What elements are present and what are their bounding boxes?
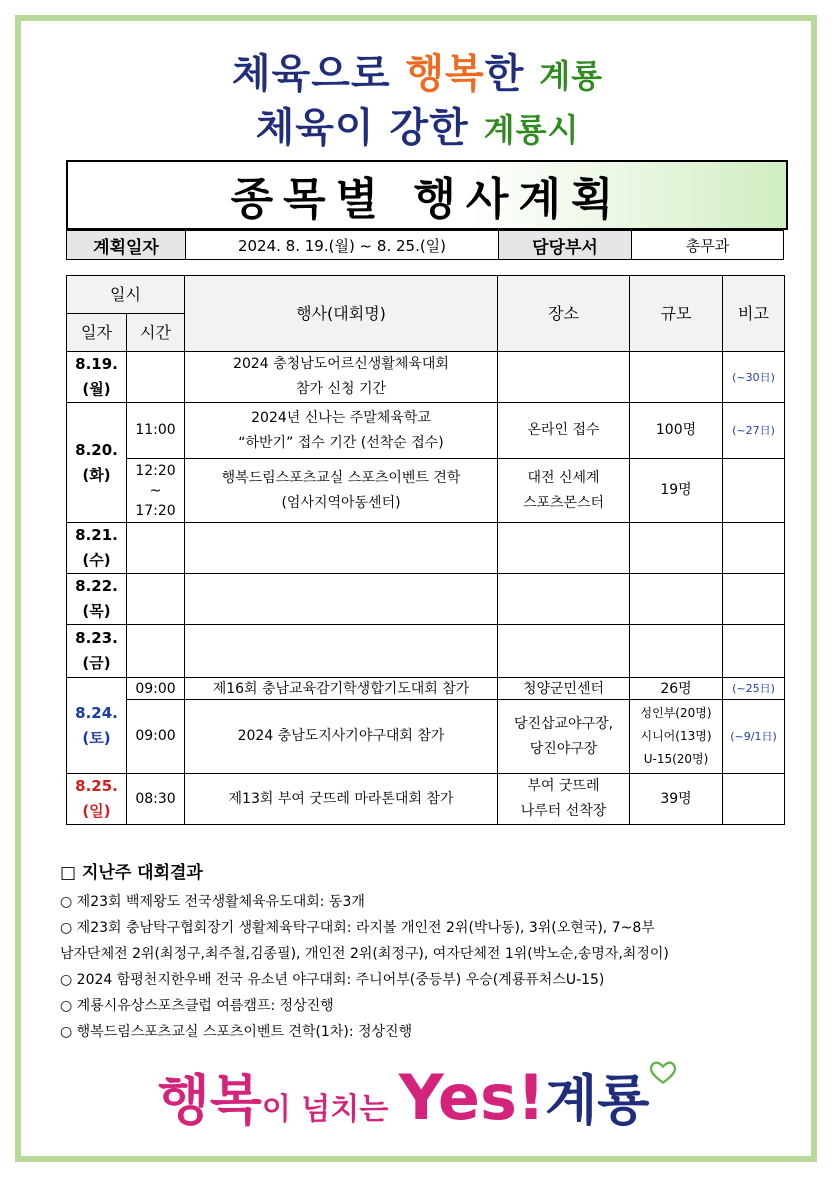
row-day: (수) (82, 551, 111, 569)
title-box (66, 160, 788, 230)
row-place: 스포츠몬스터 (522, 494, 605, 511)
row-note: (~27日) (723, 403, 785, 459)
row-place: 당진야구장 (529, 740, 598, 757)
bottom-slogan-word: 이 넘치는 (261, 1092, 399, 1127)
slogan-line-2 (0, 96, 835, 153)
row-place: 나루터 선착장 (520, 803, 607, 819)
header-place: 장소 (498, 276, 630, 352)
table-row (67, 625, 785, 678)
row-event: 참가 신청 기간 (295, 381, 387, 397)
row-day: (화) (82, 465, 111, 484)
header-event: 행사(대회명) (185, 276, 498, 352)
slogan-word: 체육 (231, 51, 312, 97)
results-section (60, 858, 800, 1045)
table-row (67, 523, 785, 574)
header-scale: 규모 (630, 276, 723, 352)
table-row (67, 574, 785, 625)
row-place: 당진삽교야구장, (513, 715, 614, 732)
result-item: ○ 제23회 백제왕도 전국생활체육유도대회: 동3개 (60, 894, 365, 910)
row-time: 08:30 (127, 774, 185, 825)
row-date: 8.20. (75, 440, 118, 459)
row-date: 8.25. (75, 777, 118, 795)
dept-value: 총무과 (632, 231, 784, 260)
bottom-slogan-word: 행복 (157, 1069, 262, 1132)
result-item: ○ 2024 함평천지한우배 전국 유소년 야구대회: 주니어부(중등부) 우승(계룡퓨처스U-15) (60, 972, 605, 988)
row-time: 12:20 (135, 462, 176, 479)
row-day: (월) (82, 380, 111, 398)
row-date: 8.21. (75, 526, 118, 544)
meta-table (66, 230, 784, 260)
row-note: (~25日) (723, 678, 785, 700)
row-day: (토) (82, 728, 111, 747)
result-item: ○ 행복드림스포츠교실 스포츠이벤트 견학(1차): 정상진행 (60, 1024, 413, 1040)
row-scale: 19명 (630, 459, 723, 523)
result-item: ○ 제23회 충남탁구협회장기 생활체육탁구대회: 라지볼 개인전 2위(박나동), 3위(오현국), 7~8부 (60, 920, 655, 936)
table-row (67, 459, 785, 523)
plan-date-label: 계획일자 (67, 231, 186, 260)
slogan-word: 이 강한 (334, 105, 484, 151)
result-item: 남자단체전 2위(최정구,최주철,김종필), 개인전 2위(최정구), 여자단체전 1위(박노순,송명자,최정이) (60, 946, 669, 962)
result-item: ○ 계룡시유상스포츠클럽 여름캠프: 정상진행 (60, 998, 334, 1014)
slogan-word: 행복 (405, 51, 485, 97)
results-title: □ 지난주 대회결과 (60, 863, 203, 883)
row-time: 17:20 (135, 502, 176, 519)
header-date: 일자 (67, 314, 127, 352)
row-scale: 39명 (630, 774, 723, 825)
table-row (67, 678, 785, 700)
row-scale (630, 352, 723, 403)
bottom-slogan-word: 계룡 (545, 1069, 650, 1132)
row-date: 8.23. (75, 629, 118, 647)
plan-date-value: 2024. 8. 19.(월) ~ 8. 25.(일) (186, 231, 499, 260)
row-event: (엄사지역아동센터) (281, 494, 401, 511)
row-scale: 시니어(13명) (640, 729, 712, 743)
table-row (67, 403, 785, 459)
slogan-word: 계룡시 (483, 111, 580, 149)
dept-label: 담당부서 (499, 231, 632, 260)
table-row (67, 352, 785, 403)
row-event: 2024 충남도지사기야구대회 참가 (185, 700, 498, 774)
row-scale: 100명 (630, 403, 723, 459)
table-row (67, 700, 785, 774)
table-row (67, 774, 785, 825)
row-place: 온라인 접수 (498, 403, 630, 459)
row-day: (일) (82, 802, 111, 820)
slogan-word: 한 (484, 51, 540, 97)
bottom-slogan-word: Yes! (398, 1061, 546, 1134)
row-place: 청양군민센터 (498, 678, 630, 700)
heart-icon (649, 1058, 677, 1086)
row-place: 부여 굿뜨레 (527, 778, 600, 794)
slogan-word: 계룡 (539, 57, 604, 95)
row-event: 2024년 신나는 주말체육학교 (251, 409, 431, 426)
row-event: “하반기” 접수 기간 (선착순 접수) (238, 434, 444, 451)
row-day: (목) (82, 602, 111, 620)
row-note: (~30日) (723, 352, 785, 403)
row-date: 8.19. (75, 355, 118, 373)
header-note: 비고 (723, 276, 785, 352)
row-time: ~ (149, 482, 162, 499)
slogan-word: 으로 (311, 51, 406, 97)
schedule-table (66, 275, 785, 825)
row-event: 행복드림스포츠교실 스포츠이벤트 견학 (221, 469, 461, 486)
header-time: 시간 (127, 314, 185, 352)
row-event: 2024 충청남도어르신생활체육대회 (233, 356, 449, 372)
slogan-word: 체육 (255, 105, 335, 151)
row-place (498, 352, 630, 403)
row-date: 8.24. (75, 703, 118, 722)
row-date: 8.22. (75, 577, 118, 595)
row-note (723, 459, 785, 523)
bottom-slogan (0, 1058, 835, 1135)
row-event: 제16회 충남교육감기학생합기도대회 참가 (185, 678, 498, 700)
row-time: 09:00 (127, 700, 185, 774)
row-scale: U-15(20명) (643, 752, 709, 766)
header-datetime: 일시 (67, 276, 185, 314)
row-note (723, 774, 785, 825)
row-time: 11:00 (127, 403, 185, 459)
row-place: 대전 신세계 (527, 469, 600, 486)
row-day: (금) (82, 654, 111, 672)
row-note: (~9/1日) (723, 700, 785, 774)
row-scale: 26명 (630, 678, 723, 700)
row-time: 09:00 (127, 678, 185, 700)
page-title: 종목별 행사계획 (230, 174, 624, 225)
slogan-line-1 (0, 42, 835, 99)
row-scale: 성인부(20명) (640, 706, 712, 720)
row-time (127, 352, 185, 403)
row-event: 제13회 부여 굿뜨레 마라톤대회 참가 (185, 774, 498, 825)
